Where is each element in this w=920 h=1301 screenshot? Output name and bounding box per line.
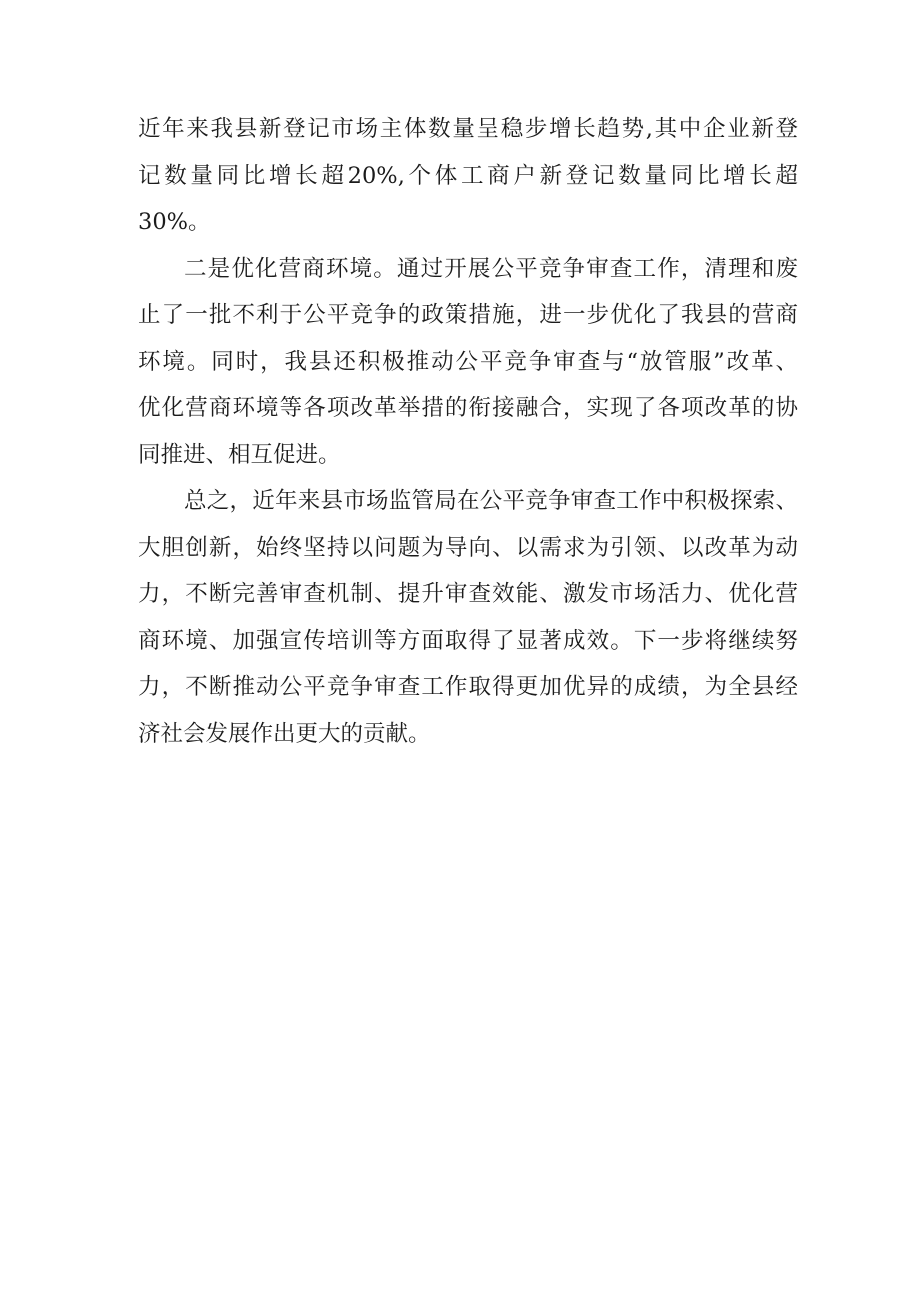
text-line: 环境。同时，我县还积极推动公平竞争审查与“放管服”改革、 (138, 348, 798, 375)
text-line: 力，不断推动公平竞争审查工作取得更加优异的成绩，为全县经 (138, 674, 798, 700)
paragraph-business-environment (138, 246, 798, 479)
text-line: 大胆创新，始终坚持以问题为导向、以需求为引领、以改革为动 (138, 534, 798, 561)
text-line: 济社会发展作出更大的贡献。 (138, 720, 431, 747)
paragraph-conclusion (138, 478, 798, 757)
text-line: 止了一批不利于公平竞争的政策措施，进一步优化了我县的营商 (138, 302, 798, 328)
text-line: 记数量同比增长超20%,个体工商户新登记数量同比增长超 (138, 162, 798, 189)
text-line: 商环境、加强宣传培训等方面取得了显著成效。下一步将继续努 (138, 627, 798, 654)
paragraph-market-entities (138, 106, 798, 246)
text-line: 力，不断完善审查机制、提升审查效能、激发市场活力、优化营 (138, 581, 798, 607)
document-body (138, 106, 798, 757)
text-line: 30%。 (138, 209, 211, 235)
text-line: 近年来我县新登记市场主体数量呈稳步增长趋势,其中企业新登 (138, 116, 798, 142)
text-line: 同推进、相互促进。 (138, 441, 341, 468)
text-line: 优化营商环境等各项改革举措的衔接融合，实现了各项改革的协 (138, 395, 798, 421)
text-line: 二是优化营商环境。通过开展公平竞争审查工作，清理和废 (184, 255, 798, 282)
text-line: 总之，近年来县市场监管局在公平竞争审查工作中积极探索、 (184, 488, 798, 514)
